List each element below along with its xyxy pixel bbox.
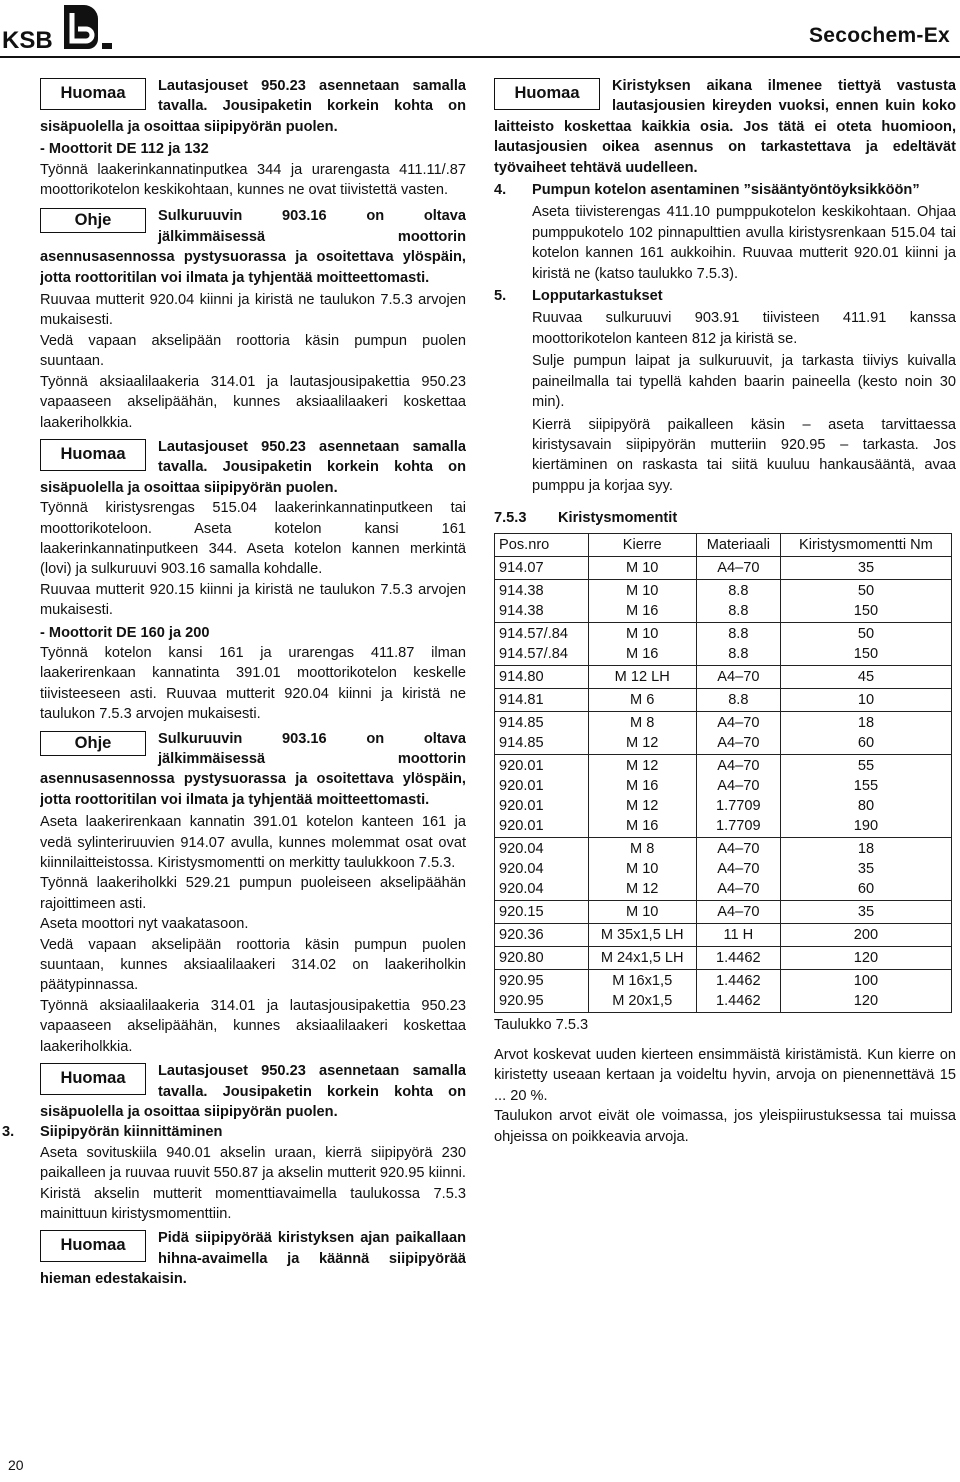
table-header-cell: Materiaali: [696, 533, 780, 556]
table-cell: 914.80: [495, 665, 589, 688]
note-ohje: Ohje Sulkuruuvin 903.16 on oltava jälkimmäisessä moottorin asennusasennossa pystysuorassa ja osoitettava ylöspäin, jotta roottoritilan voi ilmata ja tyhjentää moitteettomasti.: [40, 208, 466, 286]
paragraph: Taulukon arvot eivät ole voimassa, jos yleispiirustuksessa tai muissa ohjeissa on poikkeavia arvoja.: [494, 1108, 956, 1145]
table-cell: M 10: [588, 556, 696, 579]
product-title: Secochem-Ex: [808, 24, 950, 47]
section-heading: 4. Pumpun kotelon asentaminen ”sisääntyöntöyksikköön”: [494, 182, 920, 199]
table-cell: 18 60: [780, 711, 951, 754]
table-row: [495, 837, 952, 900]
note-huomaa: Huomaa Pidä siipipyörää kiristyksen ajan paikallaan hihna-avaimella ja käännä siipipyörää hieman edestakaisin.: [40, 1230, 466, 1288]
paragraph: Vedä vapaan akselipään roottoria käsin pumpun puolen suuntaan.: [40, 332, 466, 370]
table-cell: 10: [780, 688, 951, 711]
table-cell: 8.8: [696, 688, 780, 711]
table-cell: M 10 M 16: [588, 622, 696, 665]
paragraph: Ruuvaa sulkuruuvi 903.91 tiivisteen 411.91 kanssa moottorikotelon kanteen 812 ja kiristä se.: [532, 310, 956, 347]
paragraph: Aseta laakerirenkaan kannatin 391.01 kotelon kanteen 161 ja vedä sylinteriruuvien 914.07 avulla, kunnes molemmat osat ovat kiinnilaitteistossa. Kiristysmomentti on merkitty taulukkoon 7.5.3.: [40, 814, 466, 872]
huomaa-badge: Huomaa: [40, 78, 146, 110]
paragraph: Aseta sovituskiila 940.01 akselin uraan, kierrä siipipyörä 230 paikalleen ja ruuvaa ruuvit 550.87 ja akselin mutterit 920.95 kiinni.: [40, 1144, 466, 1182]
huomaa-badge: Huomaa: [40, 439, 146, 471]
paragraph: Ruuvaa mutterit 920.04 kiinni ja kiristä ne taulukon 7.5.3 arvojen mukaisesti.: [40, 292, 466, 329]
paragraph: Työnnä kiristysrengas 515.04 laakerinkannatinputkeen tai moottorikoteloon. Aseta kotelon kansi 161 laakerinkannatinputkeen 344. Aseta kotelon kannen merkintä (lovi) ja sulkuruuvi 903.16 samalla kohdalle.: [40, 500, 466, 578]
table-header-cell: Pos.nro: [495, 533, 589, 556]
torque-table: [494, 533, 952, 1013]
table-cell: M 35x1,5 LH: [588, 923, 696, 946]
paragraph: Kiristä akselin mutterit momenttiavaimella taulukossa 7.5.3 mainittuun kiristysmomenttiin.: [40, 1185, 466, 1222]
table-cell: 920.95 920.95: [495, 969, 589, 1012]
table-cell: 8.8 8.8: [696, 579, 780, 622]
note-huomaa: Huomaa Lautasjouset 950.23 asennetaan samalla tavalla. Jousipaketin korkein kohta on sisäpuolella ja osoittaa siipipyörän puolen.: [40, 1063, 466, 1120]
table-cell: A4–70: [696, 556, 780, 579]
ksb-logo: [2, 3, 120, 51]
paragraph: Työnnä laakeriholkki 529.21 pumpun puoleiseen akselipäähän rajoittimeen asti.: [40, 875, 466, 912]
table-cell: 50 150: [780, 579, 951, 622]
table-header-cell: Kierre: [588, 533, 696, 556]
table-cell: 920.80: [495, 946, 589, 969]
table-cell: 1.4462: [696, 946, 780, 969]
note-huomaa: Huomaa Lautasjouset 950.23 asennetaan samalla tavalla. Jousipaketin korkein kohta on sisäpuolella ja osoittaa siipipyörän puolen.: [40, 78, 466, 135]
paragraph: Sulje pumpun laipat ja sulkuruuvit, ja tarkasta tiiviys kuivalla paineilmalla tai typellä kahden baarin paineella (kesto noin 30 min).: [532, 353, 956, 411]
table-cell: 35: [780, 556, 951, 579]
table-cell: 200: [780, 923, 951, 946]
table-caption: Taulukko 7.5.3: [494, 1016, 589, 1033]
table-cell: M 6: [588, 688, 696, 711]
huomaa-badge: Huomaa: [494, 78, 600, 110]
table-cell: 120: [780, 946, 951, 969]
table-row: [495, 969, 952, 1012]
paragraph: Työnnä aksiaalilaakeria 314.01 ja lautasjousipakettia 950.23 vapaaseen akselipäähän, kunnes aksiaalilaakeri koskettaa laakeriholkkia.: [40, 997, 466, 1055]
header-rule: [0, 56, 960, 58]
table-cell: 18 35 60: [780, 837, 951, 900]
table-cell: A4–70 A4–70 A4–70: [696, 837, 780, 900]
table-row: [495, 900, 952, 923]
table-cell: 920.04 920.04 920.04: [495, 837, 589, 900]
paragraph: Työnnä kotelon kansi 161 ja urarengas 411.87 ilman laakerirenkaan kannatinta 391.01 moottorikotelon keskelle tiivisteeseen asti. Ruuvaa mutterit 920.04 kiinni ja kiristä ne taulukon 7.5.3 arvojen mukaisesti.: [40, 644, 466, 723]
table-row: [495, 688, 952, 711]
paragraph: Vedä vapaan akselipään roottoria käsin pumpun puolen suuntaan, kunnes aksiaalilaakeri 314.02 on laakeriholkin päätypinnassa.: [40, 936, 466, 994]
table-cell: M 10: [588, 900, 696, 923]
table-cell: 35: [780, 900, 951, 923]
table-cell: A4–70: [696, 900, 780, 923]
table-cell: A4–70 A4–70: [696, 711, 780, 754]
page-header: [0, 0, 960, 58]
table-row: [495, 622, 952, 665]
table-cell: 920.01 920.01 920.01 920.01: [495, 754, 589, 837]
paragraph: Aseta moottori nyt vaakatasoon.: [40, 916, 249, 933]
ohje-badge: Ohje: [40, 208, 146, 233]
table-cell: A4–70: [696, 665, 780, 688]
table-row: [495, 579, 952, 622]
section-heading: 5. Lopputarkastukset: [494, 288, 663, 305]
paragraph: Työnnä aksiaalilaakeria 314.01 ja lautasjousipakettia 950.23 vapaaseen akselipäähän, kunnes aksiaalilaakeri koskettaa laakeriholkkia.: [40, 373, 466, 431]
huomaa-badge: Huomaa: [40, 1230, 146, 1262]
table-cell: A4–70 A4–70 1.7709 1.7709: [696, 754, 780, 837]
table-cell: M 8 M 12: [588, 711, 696, 754]
ohje-badge: Ohje: [40, 731, 146, 756]
table-row: [495, 946, 952, 969]
left-column: [2, 76, 466, 1290]
table-cell: M 12 LH: [588, 665, 696, 688]
page-number: 20: [8, 1457, 24, 1473]
table-cell: 11 H: [696, 923, 780, 946]
table-row: [495, 754, 952, 837]
table-cell: 1.4462 1.4462: [696, 969, 780, 1012]
table-cell: M 8 M 10 M 12: [588, 837, 696, 900]
table-cell: 45: [780, 665, 951, 688]
table-row: [495, 665, 952, 688]
table-cell: 914.81: [495, 688, 589, 711]
note-ohje: Ohje Sulkuruuvin 903.16 on oltava jälkimmäisessä moottorin asennusasennossa pystysuorassa ja osoitettava ylöspäin, jotta roottoritilan voi ilmata ja tyhjentää moitteettomasti.: [40, 730, 466, 808]
subheading: - Moottorit DE 112 ja 132: [40, 141, 209, 158]
table-row: [495, 923, 952, 946]
table-cell: 920.15: [495, 900, 589, 923]
paragraph: Kierrä siipipyörä paikalleen käsin – aseta tarvittaessa kiristysavain siipipyörän mutteriin 920.95 – tarkasta. Jos kiertäminen on raskasta tai siitä kuuluu hankausääntä, avaa pumppu ja korjaa syy.: [532, 416, 956, 494]
table-row: [495, 711, 952, 754]
table-cell: 100 120: [780, 969, 951, 1012]
table-cell: M 24x1,5 LH: [588, 946, 696, 969]
table-cell: 914.85 914.85: [495, 711, 589, 754]
table-cell: M 16x1,5 M 20x1,5: [588, 969, 696, 1012]
right-column: [494, 76, 956, 1147]
section-heading: 3. Siipipyörän kiinnittäminen: [2, 1124, 223, 1141]
table-row: [495, 556, 952, 579]
table-cell: 914.07: [495, 556, 589, 579]
paragraph: Aseta tiivisterengas 411.10 pumppukotelon keskikohtaan. Ohjaa pumppukotelo 102 pinnapulttien avulla kiristysrenkaan 515.04 tai kotelon kannen 161 aukkoihin. Ruuvaa mutterit 920.01 kiinni ja kiristä ne (katso taulukko 7.5.3).: [532, 204, 956, 282]
svg-text:KSB: KSB: [2, 27, 53, 51]
huomaa-badge: Huomaa: [40, 1063, 146, 1095]
note-huomaa: Huomaa Lautasjouset 950.23 asennetaan samalla tavalla. Jousipaketin korkein kohta on sisäpuolella ja osoittaa siipipyörän puolen.: [40, 438, 466, 496]
table-cell: 914.57/.84 914.57/.84: [495, 622, 589, 665]
paragraph: Arvot koskevat uuden kierteen ensimmäistä kiristämistä. Kun kierre on kiristetty useaan kertaan ja voideltu hyvin, arvoja on pienennettävä 15 ... 20 %.: [494, 1046, 956, 1104]
table-cell: 920.36: [495, 923, 589, 946]
table-heading: 7.5.3 Kiristysmomentit: [494, 510, 678, 527]
table-cell: 55 155 80 190: [780, 754, 951, 837]
table-cell: 8.8 8.8: [696, 622, 780, 665]
paragraph: Työnnä laakerinkannatinputkea 344 ja urarengasta 411.11/.87 moottorikotelon keskikohtaan, kunnes ne ovat tiivistettä vasten.: [40, 161, 466, 199]
table-cell: 914.38 914.38: [495, 579, 589, 622]
subheading: - Moottorit DE 160 ja 200: [40, 624, 210, 641]
table-header-cell: Kiristysmomentti Nm: [780, 533, 951, 556]
paragraph: Ruuvaa mutterit 920.15 kiinni ja kiristä ne taulukon 7.5.3 arvojen mukaisesti.: [40, 581, 466, 619]
table-cell: M 10 M 16: [588, 579, 696, 622]
table-cell: M 12 M 16 M 12 M 16: [588, 754, 696, 837]
note-huomaa: Huomaa Kiristyksen aikana ilmenee tiettyä vastusta lautasjousien kireyden vuoksi, ennen kuin koko laitteisto koskettaa kaikkia osia. Jos tätä ei oteta huomioon, lautasjousien oikea asennus on tarkastettava ja edeltävät työvaiheet tehtävä uudelleen.: [494, 78, 956, 176]
table-cell: 50 150: [780, 622, 951, 665]
